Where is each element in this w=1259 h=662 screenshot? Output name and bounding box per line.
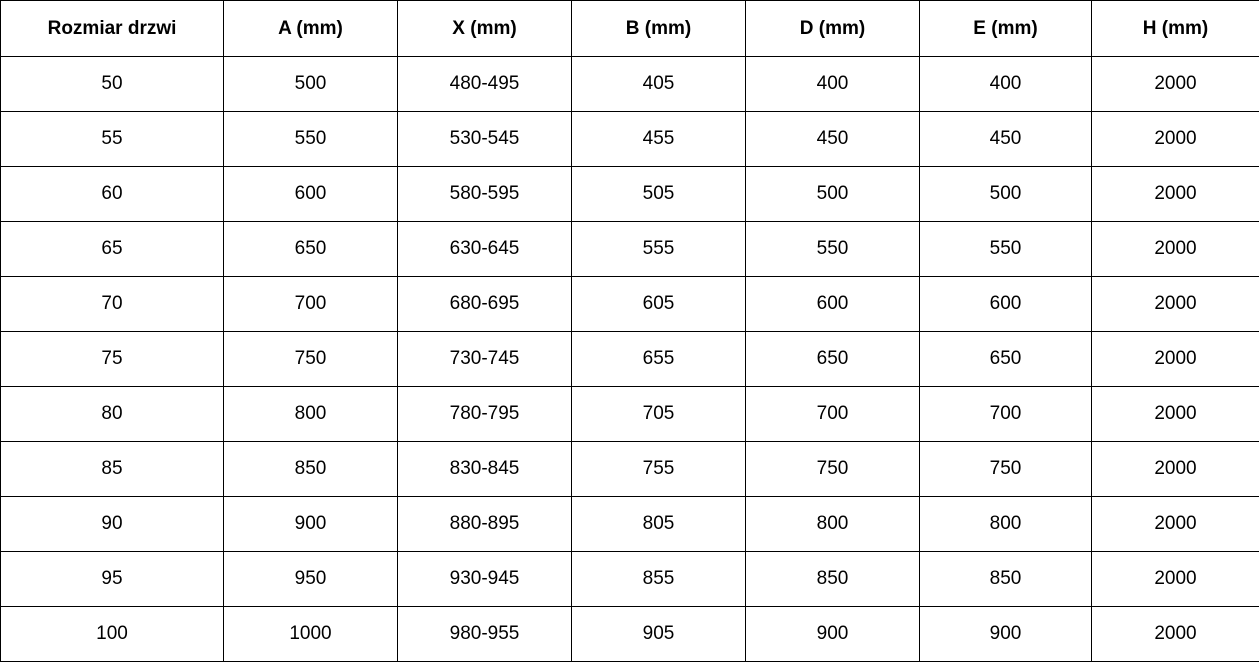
cell-h: 2000 [1092, 607, 1259, 662]
cell-e: 850 [920, 552, 1092, 607]
table-row [1, 497, 1259, 552]
cell-a: 950 [224, 552, 398, 607]
cell-door-size: 60 [1, 167, 224, 222]
table-body [1, 57, 1259, 662]
cell-b: 405 [572, 57, 746, 112]
cell-h: 2000 [1092, 167, 1259, 222]
cell-x: 830-845 [398, 442, 572, 497]
cell-b: 505 [572, 167, 746, 222]
cell-x: 880-895 [398, 497, 572, 552]
cell-a: 850 [224, 442, 398, 497]
cell-b: 805 [572, 497, 746, 552]
cell-h: 2000 [1092, 552, 1259, 607]
cell-e: 400 [920, 57, 1092, 112]
cell-d: 550 [746, 222, 920, 277]
cell-d: 750 [746, 442, 920, 497]
cell-e: 500 [920, 167, 1092, 222]
column-header-door-size: Rozmiar drzwi [1, 1, 224, 57]
table-row [1, 112, 1259, 167]
cell-b: 705 [572, 387, 746, 442]
table-row [1, 552, 1259, 607]
cell-a: 600 [224, 167, 398, 222]
cell-x: 980-955 [398, 607, 572, 662]
cell-a: 700 [224, 277, 398, 332]
cell-d: 500 [746, 167, 920, 222]
cell-x: 480-495 [398, 57, 572, 112]
cell-b: 755 [572, 442, 746, 497]
cell-d: 600 [746, 277, 920, 332]
cell-door-size: 75 [1, 332, 224, 387]
cell-a: 1000 [224, 607, 398, 662]
cell-door-size: 85 [1, 442, 224, 497]
cell-door-size: 100 [1, 607, 224, 662]
table-row [1, 57, 1259, 112]
cell-door-size: 55 [1, 112, 224, 167]
table-row [1, 222, 1259, 277]
cell-d: 650 [746, 332, 920, 387]
table-header-row [1, 1, 1259, 57]
cell-d: 400 [746, 57, 920, 112]
column-header-h: H (mm) [1092, 1, 1259, 57]
cell-door-size: 95 [1, 552, 224, 607]
cell-h: 2000 [1092, 222, 1259, 277]
cell-h: 2000 [1092, 112, 1259, 167]
cell-b: 905 [572, 607, 746, 662]
cell-h: 2000 [1092, 277, 1259, 332]
table-row [1, 387, 1259, 442]
cell-door-size: 90 [1, 497, 224, 552]
cell-d: 900 [746, 607, 920, 662]
cell-door-size: 50 [1, 57, 224, 112]
cell-door-size: 80 [1, 387, 224, 442]
cell-door-size: 70 [1, 277, 224, 332]
column-header-x: X (mm) [398, 1, 572, 57]
cell-x: 680-695 [398, 277, 572, 332]
cell-x: 530-545 [398, 112, 572, 167]
cell-h: 2000 [1092, 332, 1259, 387]
cell-e: 600 [920, 277, 1092, 332]
cell-b: 655 [572, 332, 746, 387]
cell-b: 455 [572, 112, 746, 167]
cell-d: 850 [746, 552, 920, 607]
cell-e: 650 [920, 332, 1092, 387]
cell-d: 800 [746, 497, 920, 552]
cell-d: 700 [746, 387, 920, 442]
cell-b: 855 [572, 552, 746, 607]
table-row [1, 277, 1259, 332]
table-row [1, 167, 1259, 222]
cell-b: 605 [572, 277, 746, 332]
cell-x: 580-595 [398, 167, 572, 222]
cell-e: 450 [920, 112, 1092, 167]
cell-h: 2000 [1092, 497, 1259, 552]
cell-e: 800 [920, 497, 1092, 552]
cell-x: 730-745 [398, 332, 572, 387]
table-header [1, 1, 1259, 57]
column-header-b: B (mm) [572, 1, 746, 57]
cell-h: 2000 [1092, 57, 1259, 112]
table-row [1, 332, 1259, 387]
cell-x: 780-795 [398, 387, 572, 442]
cell-door-size: 65 [1, 222, 224, 277]
cell-b: 555 [572, 222, 746, 277]
cell-d: 450 [746, 112, 920, 167]
column-header-a: A (mm) [224, 1, 398, 57]
column-header-d: D (mm) [746, 1, 920, 57]
cell-a: 750 [224, 332, 398, 387]
cell-a: 800 [224, 387, 398, 442]
cell-a: 900 [224, 497, 398, 552]
cell-h: 2000 [1092, 387, 1259, 442]
cell-x: 930-945 [398, 552, 572, 607]
cell-x: 630-645 [398, 222, 572, 277]
cell-e: 700 [920, 387, 1092, 442]
cell-e: 550 [920, 222, 1092, 277]
cell-e: 750 [920, 442, 1092, 497]
cell-a: 650 [224, 222, 398, 277]
column-header-e: E (mm) [920, 1, 1092, 57]
cell-h: 2000 [1092, 442, 1259, 497]
cell-e: 900 [920, 607, 1092, 662]
table-row [1, 442, 1259, 497]
cell-a: 500 [224, 57, 398, 112]
table-row [1, 607, 1259, 662]
cell-a: 550 [224, 112, 398, 167]
